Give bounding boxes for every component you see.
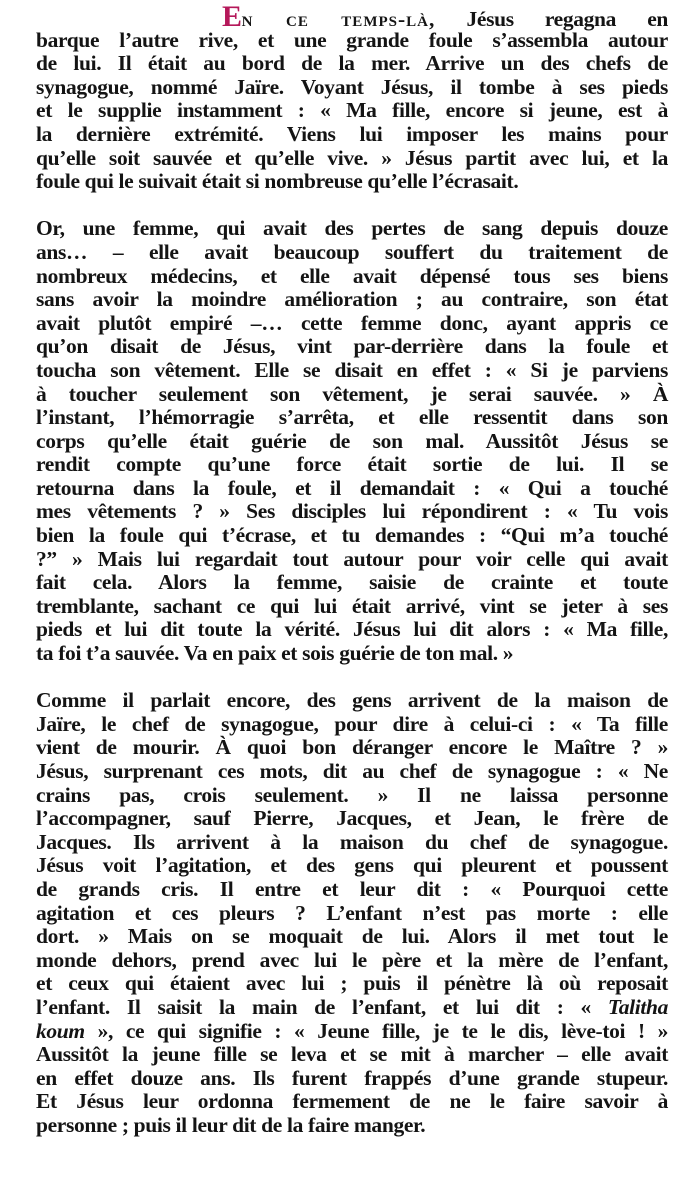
text-line — [36, 0, 668, 33]
text-line: Jésus voit l’agitation, et des gens qui pleurent et poussent — [36, 853, 668, 878]
text-line: qu’on disait de Jésus, vint par-derrière dans la foule et — [36, 334, 668, 359]
text-line: agitation et ces pleurs ? L’enfant n’est pas morte : elle — [36, 900, 668, 925]
text-line: dort. » Mais on se moquait de lui. Alors il met tout le — [36, 924, 668, 949]
drop-cap: E — [222, 0, 242, 33]
text-line: Jaïre, le chef de synagogue, pour dire à celui-ci : « Ta fille — [36, 711, 668, 736]
text-line: et le supplie instamment : « Ma fille, encore si jeune, est à — [36, 98, 668, 123]
opening-rest: Jésus regagna en — [435, 7, 668, 31]
text-line: pieds et lui dit toute la vérité. Jésus lui dit alors : « Ma fille, — [36, 617, 668, 642]
text-line: sans avoir la moindre amélioration ; au contraire, son état — [36, 287, 668, 312]
text-line: avait plutôt empiré –… cette femme donc, ayant appris ce — [36, 310, 668, 335]
italic-phrase: koum — [36, 1018, 85, 1043]
text-line: en effet douze ans. Ils furent frappés d’une grande stupeur. — [36, 1065, 668, 1090]
text-line: ans… – elle avait beaucoup souffert du traitement de — [36, 239, 668, 264]
text-line: ?” » Mais lui regardait tout autour pour voir celle qui avait — [36, 546, 668, 571]
text-line: vient de mourir. À quoi bon déranger encore le Maître ? » — [36, 735, 668, 760]
text-line: retourna dans la foule, et il demandait : « Qui a touché — [36, 475, 668, 500]
text-segment: l’enfant. Il saisit la main de l’enfant, et lui dit : « — [36, 994, 608, 1019]
text-line: barque l’autre rive, et une grande foule s’assembla autour — [36, 27, 668, 52]
text-line: la dernière extrémité. Viens lui imposer les mains pour — [36, 121, 668, 146]
opening-small-caps: n ce temps-là, — [241, 7, 436, 31]
text-line: foule qui le suivait était si nombreuse qu’elle l’écrasait. — [36, 169, 519, 194]
text-line: Jésus, surprenant ces mots, dit au chef de synagogue : « Ne — [36, 759, 668, 783]
text-line: fait cela. Alors la femme, saisie de crainte et toute — [36, 570, 668, 595]
text-line: synagogue, nommé Jaïre. Voyant Jésus, il tombe à ses pieds — [36, 74, 668, 99]
text-line: l’accompagner, sauf Pierre, Jacques, et Jean, le frère de — [36, 806, 668, 831]
text-line: Or, une femme, qui avait des pertes de sang depuis douze — [36, 216, 668, 241]
text-line: personne ; puis il leur dit de la faire manger. — [36, 1112, 426, 1137]
paragraph-2 — [36, 217, 668, 665]
text-line — [36, 996, 668, 1020]
text-line: ta foi t’a sauvée. Va en paix et sois guérie de ton mal. » — [36, 641, 514, 666]
text-line: crains pas, crois seulement. » Il ne laissa personne — [36, 782, 668, 807]
text-line: Comme il parlait encore, des gens arrivent de la maison de — [36, 688, 668, 713]
text-line: qu’elle soit sauvée et qu’elle vive. » Jésus partit avec lui, et la — [36, 145, 668, 170]
text-line: monde dehors, prend avec lui le père et la mère de l’enfant, — [36, 947, 668, 972]
text-line: de grands cris. Il entre et leur dit : « Pourquoi cette — [36, 876, 668, 901]
italic-phrase: Talitha — [607, 994, 668, 1019]
text-line: nombreux médecins, et elle avait dépensé tous ses biens — [36, 263, 668, 288]
text-line: corps qu’elle était guérie de son mal. Aussitôt Jésus se — [36, 428, 668, 453]
document-page — [36, 0, 668, 1161]
text-line: rendit compte qu’une force était sortie de lui. Il se — [36, 452, 668, 477]
text-line: l’instant, l’hémorragie s’arrêta, et elle ressentit dans son — [36, 405, 668, 430]
text-line — [36, 1020, 668, 1044]
text-line: mes vêtements ? » Ses disciples lui répondirent : « Tu vois — [36, 499, 668, 524]
paragraph-3 — [36, 689, 668, 1137]
paragraph-1 — [36, 0, 668, 194]
text-line: bien la foule qui t’écrase, et tu demandes : “Qui m’a touché — [36, 523, 668, 548]
text-line: de lui. Il était au bord de la mer. Arrive un des chefs de — [36, 51, 668, 76]
text-line: toucha son vêtement. Elle se disait en effet : « Si je parviens — [36, 357, 668, 382]
text-line: et ceux qui étaient avec lui ; puis il pénètre là où reposait — [36, 971, 668, 996]
text-line: Et Jésus leur ordonna fermement de ne le faire savoir à — [36, 1089, 668, 1114]
text-line: Aussitôt la jeune fille se leva et se mit à marcher – elle avait — [36, 1042, 668, 1067]
text-line: Jacques. Ils arrivent à la maison du chef de synagogue. — [36, 829, 668, 854]
text-line: à toucher seulement son vêtement, je serai sauvée. » À — [36, 381, 668, 406]
text-line: tremblante, sachant ce qui lui était arrivé, vint se jeter à ses — [36, 593, 668, 618]
text-segment: », ce qui signifie : « Jeune fille, je te le dis, lève-toi ! » — [84, 1018, 668, 1043]
